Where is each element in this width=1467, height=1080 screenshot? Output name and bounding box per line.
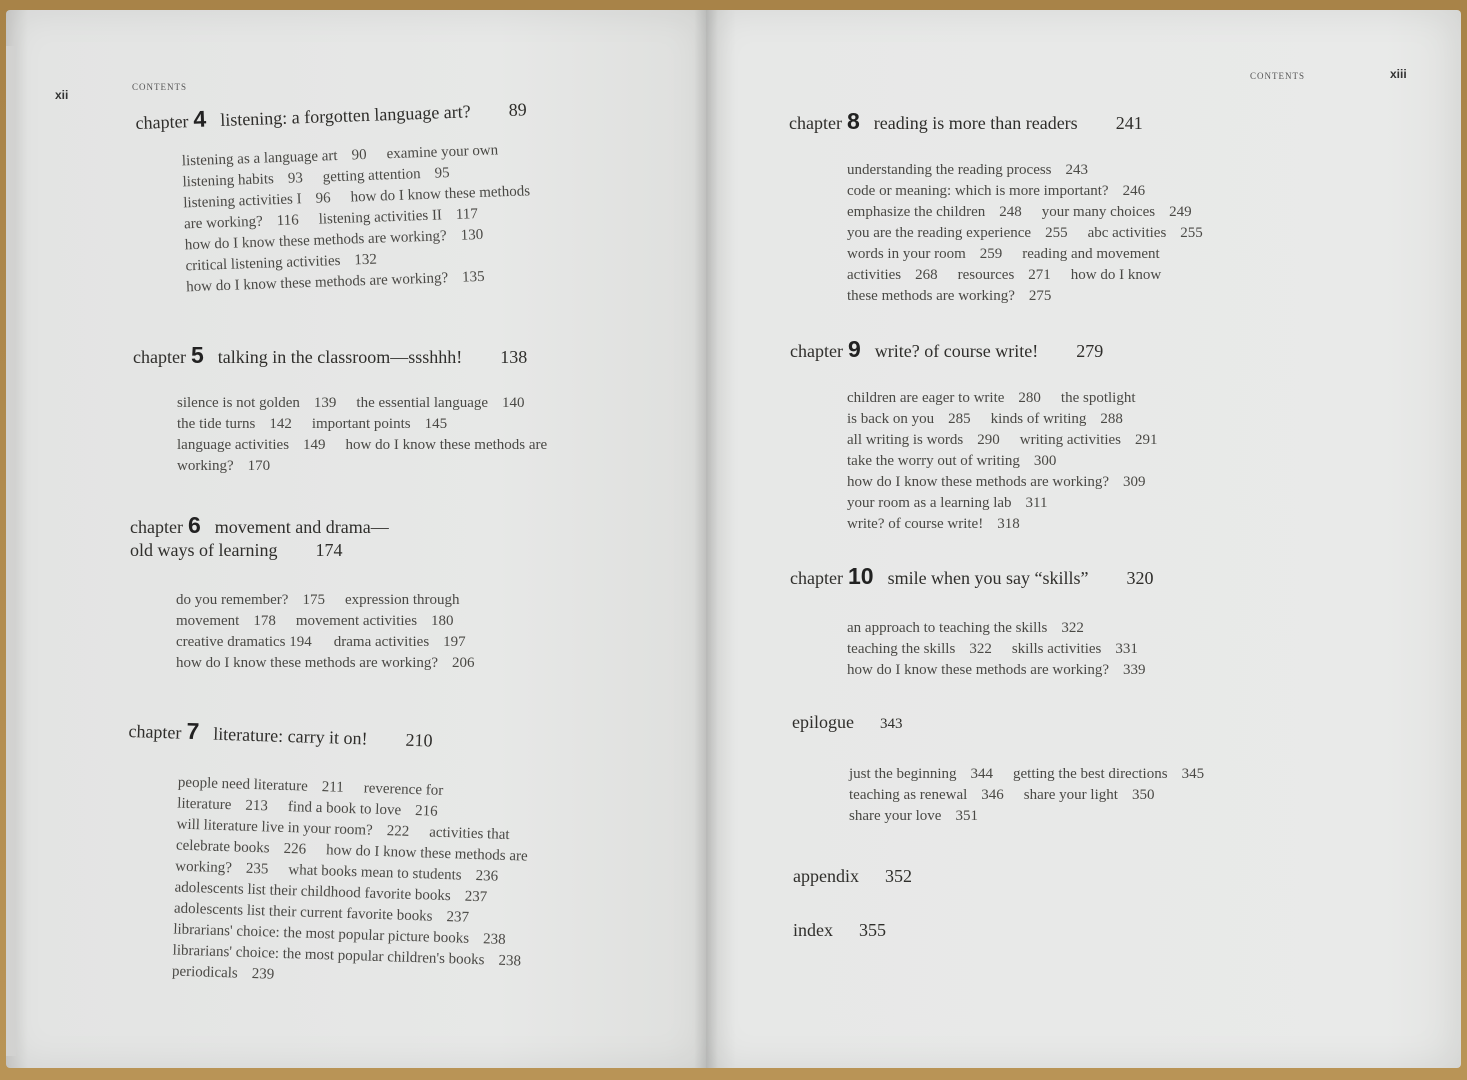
chapter-number: 10 xyxy=(847,563,874,589)
toc-entry-page: 290 xyxy=(977,432,1000,448)
toc-entry-title: literature xyxy=(177,795,232,814)
toc-entry-title: movement activities xyxy=(295,613,418,629)
toc-entry-line xyxy=(176,632,486,652)
toc-entry-title: abc activities xyxy=(1087,225,1167,241)
chapter-word: chapter xyxy=(790,568,843,588)
toc-entry-title: activities that xyxy=(428,824,510,844)
toc-entry-title: are working? xyxy=(183,213,264,233)
chapter-heading xyxy=(790,563,1154,590)
toc-entry-title: an approach to teaching the skills xyxy=(847,620,1048,636)
chapter-title: write? of course write! xyxy=(874,341,1039,361)
epilogue-heading xyxy=(792,712,902,733)
toc-entry-title: creative dramatics 194 xyxy=(176,634,312,650)
toc-entry-title: your many choices xyxy=(1041,204,1156,220)
spacer xyxy=(509,839,531,840)
toc-entry-title: the spotlight xyxy=(1060,390,1136,406)
toc-entry-page: 170 xyxy=(247,458,271,474)
toc-entry-title: share your love xyxy=(849,808,942,824)
chapter-number: 7 xyxy=(186,717,200,745)
toc-entry-title: librarians' choice: the most popular picture books xyxy=(173,921,470,947)
toc-entry-page: 322 xyxy=(1061,620,1084,636)
appendix-label: appendix xyxy=(793,866,859,886)
toc-entry-page: 117 xyxy=(455,206,479,223)
toc-entry-title: how do I know these methods are working? xyxy=(184,228,447,254)
toc-entry-line xyxy=(847,244,1182,264)
toc-entry-line xyxy=(849,785,1174,805)
toc-entry-line xyxy=(176,590,482,610)
toc-entry-page: 300 xyxy=(1033,453,1057,469)
toc-entry-line xyxy=(847,181,1165,201)
chapter-title: literature: carry it on! xyxy=(212,723,368,749)
toc-entry-title: how do I know these methods are xyxy=(325,842,528,865)
toc-entry-title: do you remember? xyxy=(176,592,289,608)
spacer xyxy=(443,795,465,796)
toc-entry-line xyxy=(847,286,1071,306)
toc-entry-page: 268 xyxy=(915,267,938,283)
toc-entry-title: drama activities xyxy=(333,634,430,650)
spacer xyxy=(498,154,520,155)
toc-entry-line xyxy=(177,414,467,434)
toc-entry-page: 149 xyxy=(303,437,326,453)
toc-entry-title: people need literature xyxy=(177,774,309,795)
toc-entry-page: 237 xyxy=(464,888,488,906)
chapter-page-number: 279 xyxy=(1076,341,1104,361)
toc-entry-line xyxy=(849,764,1224,784)
toc-entry-page: 130 xyxy=(460,226,484,244)
running-head-right: CONTENTS xyxy=(1250,71,1305,81)
toc-entry-line xyxy=(847,409,1143,429)
chapter-word: chapter xyxy=(130,517,183,537)
toc-entry-line xyxy=(847,451,1076,471)
toc-entry-line xyxy=(847,639,1158,659)
chapter-title: reading is more than readers xyxy=(873,113,1078,133)
toc-entry-title: how do I know these methods are working? xyxy=(847,662,1110,678)
toc-entry-line xyxy=(176,653,495,673)
toc-entry-line xyxy=(847,493,1067,513)
chapter-heading-line2 xyxy=(130,540,342,561)
toc-entry-page: 344 xyxy=(970,766,993,782)
toc-entry-page: 213 xyxy=(245,797,269,815)
chapter-number: 8 xyxy=(846,108,860,134)
chapter-word: chapter xyxy=(128,720,182,743)
toc-entry-page: 211 xyxy=(321,779,344,796)
toc-entry-title: getting attention xyxy=(322,166,421,186)
toc-entry-page: 345 xyxy=(1181,766,1205,782)
index-label: index xyxy=(793,920,833,940)
toc-entry-page: 255 xyxy=(1045,225,1068,241)
chapter-number: 5 xyxy=(190,342,204,368)
toc-entry-title: language activities xyxy=(177,437,290,453)
toc-entry-title: understanding the reading process xyxy=(847,162,1052,178)
toc-entry-title: expression through xyxy=(344,592,460,608)
toc-entry-page: 239 xyxy=(251,965,275,983)
toc-entry-title: just the beginning xyxy=(849,766,957,782)
chapter-word: chapter xyxy=(790,341,843,361)
toc-entry-page: 318 xyxy=(997,516,1020,532)
toc-entry-page: 322 xyxy=(969,641,992,657)
toc-entry-title: find a book to love xyxy=(287,799,402,819)
toc-entry-page: 175 xyxy=(302,592,325,608)
toc-entry-title: how do I know these methods are working? xyxy=(176,655,439,671)
toc-entry-title: the essential language xyxy=(356,395,489,411)
toc-entry-page: 95 xyxy=(434,165,450,182)
toc-entry-page: 116 xyxy=(276,212,299,230)
toc-entry-page: 288 xyxy=(1100,411,1123,427)
chapter-number: 6 xyxy=(187,512,201,538)
page-stack-edge xyxy=(6,46,16,1056)
toc-entry-page: 275 xyxy=(1028,288,1052,304)
toc-entry-line xyxy=(847,160,1108,180)
chapter-title: talking in the classroom—ssshhh! xyxy=(217,347,463,367)
toc-entry-page: 90 xyxy=(351,146,367,164)
appendix-heading xyxy=(793,866,912,887)
toc-entry-title: important points xyxy=(311,416,411,432)
chapter-number: 9 xyxy=(847,336,861,362)
chapter-page-number: 138 xyxy=(500,347,528,367)
toc-entry-title: code or meaning: which is more important? xyxy=(847,183,1109,199)
chapter-page-number: 210 xyxy=(405,729,433,751)
toc-entry-page: 350 xyxy=(1131,787,1155,803)
chapter-word: chapter xyxy=(135,111,189,133)
toc-entry-page: 246 xyxy=(1122,183,1146,199)
toc-entry-page: 309 xyxy=(1123,474,1146,490)
toc-entry-page: 255 xyxy=(1180,225,1203,241)
toc-entry-title: writing activities xyxy=(1019,432,1121,448)
chapter-heading xyxy=(790,336,1103,363)
toc-entry-line xyxy=(176,611,474,631)
toc-entry-page: 235 xyxy=(245,860,269,878)
chapter-number: 4 xyxy=(192,105,207,132)
chapter-word: chapter xyxy=(133,347,186,367)
chapter-heading xyxy=(133,342,527,369)
toc-entry-title: is back on you xyxy=(847,411,935,427)
chapter-page-number: 241 xyxy=(1115,113,1143,133)
toc-entry-title: will literature live in your room? xyxy=(176,816,373,839)
toc-entry-title: listening activities I xyxy=(183,191,302,212)
toc-entry-line xyxy=(847,660,1166,680)
toc-entry-title: all writing is words xyxy=(847,432,964,448)
toc-entry-title: how do I know these methods are working? xyxy=(847,474,1110,490)
toc-entry-title: take the worry out of writing xyxy=(847,453,1020,469)
toc-entry-title: listening habits xyxy=(182,171,275,191)
toc-entry-page: 249 xyxy=(1169,204,1192,220)
chapter-page-number: 320 xyxy=(1126,568,1154,588)
toc-entry-line xyxy=(847,430,1177,450)
toc-entry-page: 238 xyxy=(498,952,522,970)
toc-entry-page: 197 xyxy=(443,634,466,650)
appendix-page: 352 xyxy=(884,866,912,886)
toc-entry-page: 226 xyxy=(283,840,307,858)
toc-entry-page: 243 xyxy=(1065,162,1089,178)
toc-entry-page: 238 xyxy=(482,931,506,948)
chapter-page-number: 174 xyxy=(315,540,343,560)
toc-entry-page: 139 xyxy=(313,395,337,411)
toc-entry-line xyxy=(847,472,1166,492)
chapter-page-number: 89 xyxy=(508,99,527,120)
toc-entry-title: working? xyxy=(175,858,233,877)
toc-entry-line xyxy=(177,393,545,413)
chapter-title: smile when you say “skills” xyxy=(887,568,1089,588)
toc-entry-page: 178 xyxy=(253,613,276,629)
toc-entry-page: 216 xyxy=(414,803,438,820)
toc-entry-page: 346 xyxy=(981,787,1004,803)
toc-entry-title: how do I know these methods are working? xyxy=(186,270,449,296)
toc-entry-title: movement xyxy=(176,613,240,629)
toc-entry-title: teaching as renewal xyxy=(849,787,968,803)
toc-entry-page: 206 xyxy=(452,655,475,671)
chapter-title: listening: a forgotten language art? xyxy=(219,101,472,131)
toc-entry-page: 236 xyxy=(475,867,499,885)
toc-entry-title: how do I know xyxy=(1070,267,1162,283)
chapter-heading xyxy=(789,108,1143,135)
toc-entry-title: what books mean to students xyxy=(288,862,462,884)
toc-entry-title: listening activities II xyxy=(318,207,443,228)
spacer xyxy=(527,861,549,862)
toc-entry-line xyxy=(177,456,290,476)
toc-entry-title: your room as a learning lab xyxy=(847,495,1012,511)
toc-entry-page: 280 xyxy=(1018,390,1041,406)
book-gutter xyxy=(694,10,718,1068)
epilogue-label: epilogue xyxy=(792,712,854,732)
toc-entry-title: celebrate books xyxy=(175,837,270,857)
chapter-word: chapter xyxy=(789,113,842,133)
toc-entry-title: listening as a language art xyxy=(181,147,338,170)
toc-entry-title: resources xyxy=(957,267,1015,283)
toc-entry-title: reading and movement xyxy=(1022,246,1160,262)
toc-entry-title: skills activities xyxy=(1011,641,1102,657)
toc-entry-page: 132 xyxy=(354,251,378,269)
toc-entry-page: 248 xyxy=(999,204,1022,220)
toc-entry-page: 351 xyxy=(955,808,978,824)
spacer xyxy=(530,194,552,195)
toc-entry-line xyxy=(847,514,1040,534)
toc-entry-title: teaching the skills xyxy=(847,641,956,657)
toc-entry-page: 339 xyxy=(1123,662,1146,678)
toc-entry-title: critical listening activities xyxy=(185,252,341,275)
toc-entry-title: adolescents list their current favorite books xyxy=(173,900,433,925)
toc-entry-title: activities xyxy=(847,267,902,283)
toc-entry-page: 135 xyxy=(461,268,485,286)
toc-entry-title: children are eager to write xyxy=(847,390,1005,406)
toc-entry-line xyxy=(172,961,295,985)
toc-entry-title: you are the reading experience xyxy=(847,225,1032,241)
toc-entry-title: examine your own xyxy=(386,142,499,163)
toc-entry-page: 271 xyxy=(1028,267,1051,283)
toc-entry-page: 96 xyxy=(315,190,331,207)
toc-entry-line xyxy=(847,388,1158,408)
toc-entry-title: working? xyxy=(177,458,234,474)
toc-entry-title: write? of course write! xyxy=(847,516,984,532)
toc-entry-title: these methods are working? xyxy=(847,288,1015,304)
toc-entry-page: 291 xyxy=(1134,432,1158,448)
toc-entry-line xyxy=(177,435,569,455)
chapter-title: movement and drama— xyxy=(214,517,389,537)
toc-entry-page: 140 xyxy=(502,395,525,411)
toc-entry-title: emphasize the children xyxy=(847,204,986,220)
toc-entry-line xyxy=(847,202,1212,222)
toc-entry-title: how do I know these methods are xyxy=(345,437,548,453)
chapter-heading xyxy=(130,512,389,539)
toc-entry-page: 285 xyxy=(948,411,971,427)
toc-entry-page: 180 xyxy=(431,613,454,629)
toc-entry-title: reverence for xyxy=(363,780,444,799)
toc-entry-title: share your light xyxy=(1023,787,1118,803)
toc-entry-line xyxy=(847,618,1104,638)
toc-entry-page: 237 xyxy=(446,909,470,926)
toc-entry-title: how do I know these methods xyxy=(350,183,531,206)
toc-entry-line xyxy=(847,223,1223,243)
toc-entry-title: the tide turns xyxy=(177,416,256,432)
toc-entry-title: adolescents list their childhood favorite books xyxy=(174,879,451,905)
toc-entry-page: 145 xyxy=(424,416,448,432)
toc-entry-title: words in your room xyxy=(847,246,966,262)
toc-entry-title: getting the best directions xyxy=(1013,766,1168,782)
index-page: 355 xyxy=(859,920,886,940)
toc-entry-page: 311 xyxy=(1025,495,1048,511)
toc-entry-title: silence is not golden xyxy=(177,395,300,411)
toc-entry-page: 142 xyxy=(269,416,292,432)
epilogue-page: 343 xyxy=(879,716,903,732)
folio-left: xii xyxy=(55,88,69,102)
toc-entry-page: 259 xyxy=(979,246,1003,262)
running-head-left: CONTENTS xyxy=(132,82,187,92)
folio-right: xiii xyxy=(1390,67,1407,81)
toc-entry-title: librarians' choice: the most popular children's books xyxy=(172,942,485,969)
toc-entry-title: periodicals xyxy=(171,963,239,982)
toc-entry-page: 222 xyxy=(386,823,410,840)
toc-entry-page: 93 xyxy=(287,170,304,187)
toc-entry-page: 331 xyxy=(1115,641,1138,657)
chapter-title-continued: old ways of learning xyxy=(130,540,278,560)
toc-entry-line xyxy=(847,265,1183,285)
index-heading xyxy=(793,920,886,941)
toc-entry-title: kinds of writing xyxy=(990,411,1087,427)
toc-entry-line xyxy=(849,806,998,826)
